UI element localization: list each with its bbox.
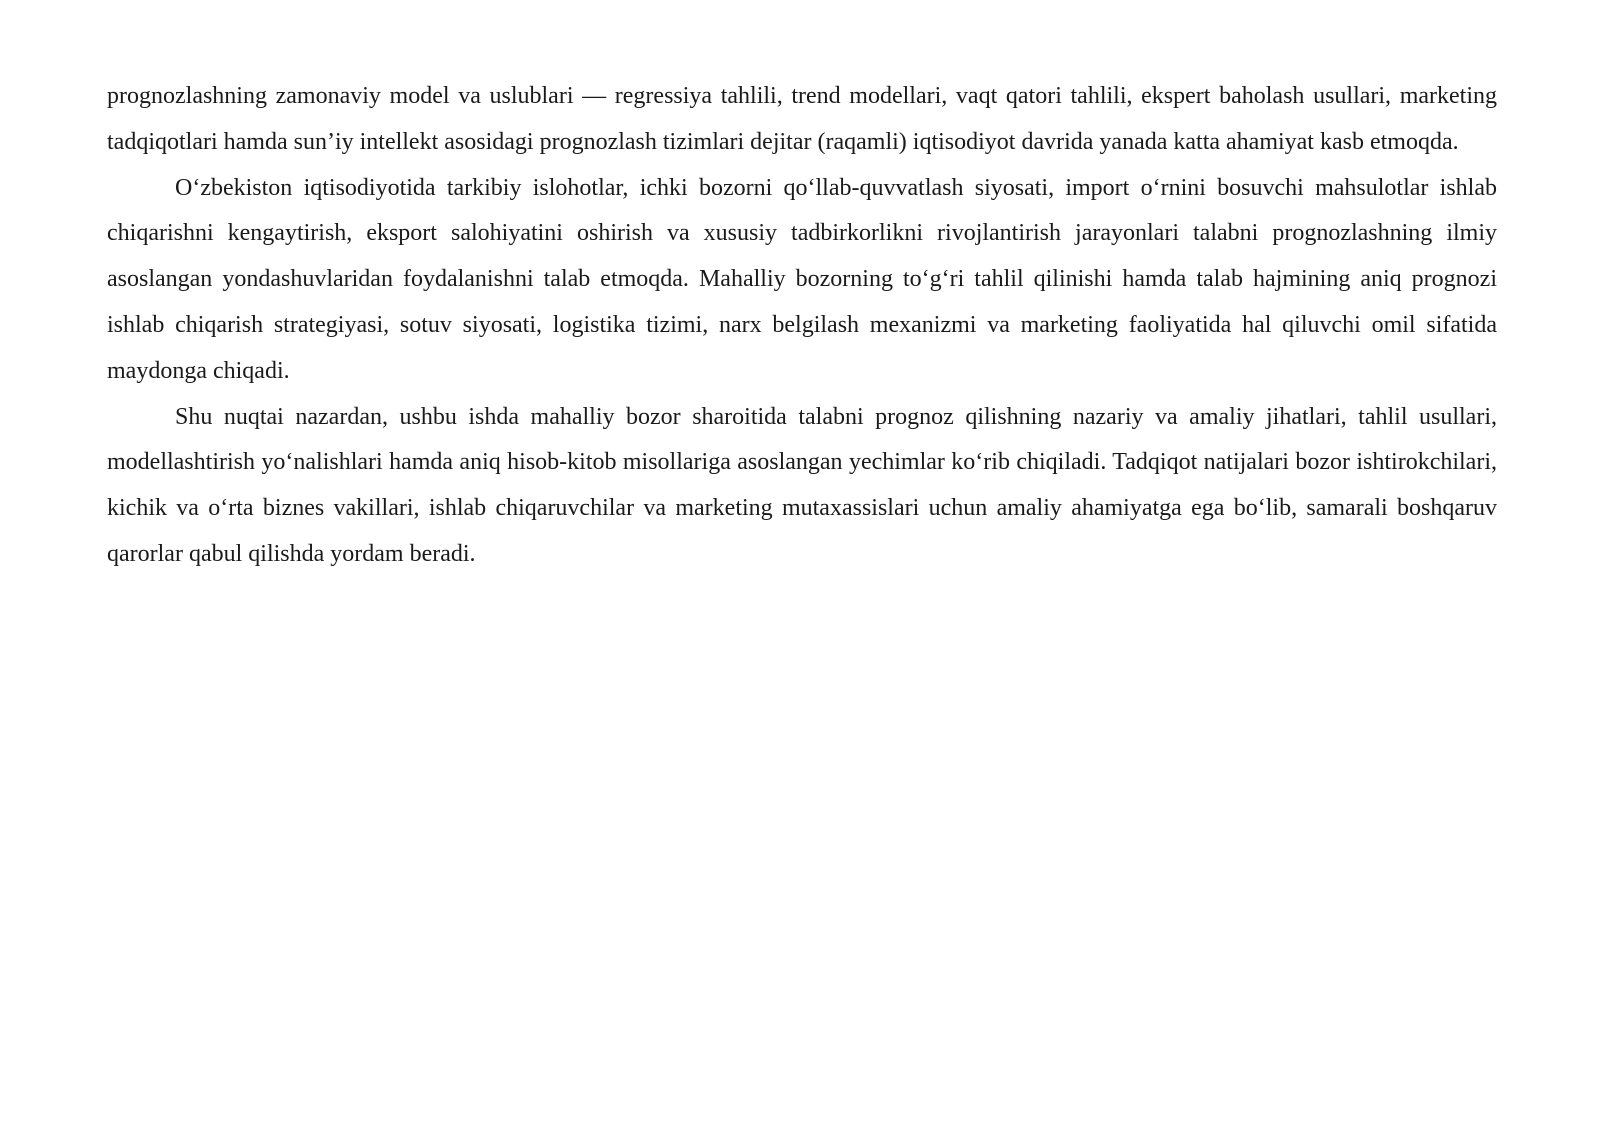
paragraph-research-scope: Shu nuqtai nazardan, ushbu ishda mahalliy bozor sharoitida talabni prognoz qilishning nazariy va amaliy jihatlari, tahlil usullari, modellashtirish yo‘nalishlari hamda aniq hisob-kitob misollariga asoslangan yechimlar ko‘rib chiqiladi. Tadqiqot natijalari bozor ishtirokchilari, kichik va o‘rta biznes vakillari, ishlab chiqaruvchilar va marketing mutaxassislari uchun amaliy ahamiyatga ega bo‘lib, samarali boshqaruv qarorlar qabul qilishda yordam beradi.	[107, 403, 1497, 567]
paragraph-uzbekistan-economy: O‘zbekiston iqtisodiyotida tarkibiy islohotlar, ichki bozorni qo‘llab-quvvatlash siyosati, import o‘rnini bosuvchi mahsulotlar ishlab chiqarishni kengaytirish, eksport salohiyatini oshirish va xususiy tadbirkorlikni rivojlantirish jarayonlari talabni prognozlashning ilmiy asoslangan yondashuvlaridan foydalanishni talab etmoqda. Mahalliy bozorning to‘g‘ri tahlil qilinishi hamda talab hajmining aniq prognozi ishlab chiqarish strategiyasi, sotuv siyosati, logistika tizimi, narx belgilash mexanizmi va marketing faoliyatida hal qiluvchi omil sifatida maydonga chiqadi.	[107, 174, 1497, 384]
paragraph-continuation: prognozlashning zamonaviy model va uslublari — regressiya tahlili, trend modellari, vaqt qatori tahlili, ekspert baholash usullari, marketing tadqiqotlari hamda sun’iy intellekt asosidagi prognozlash tizimlari dejitar (raqamli) iqtisodiyot davrida yanada katta ahamiyat kasb etmoqda.	[107, 83, 1497, 155]
body-text	[107, 74, 1497, 578]
